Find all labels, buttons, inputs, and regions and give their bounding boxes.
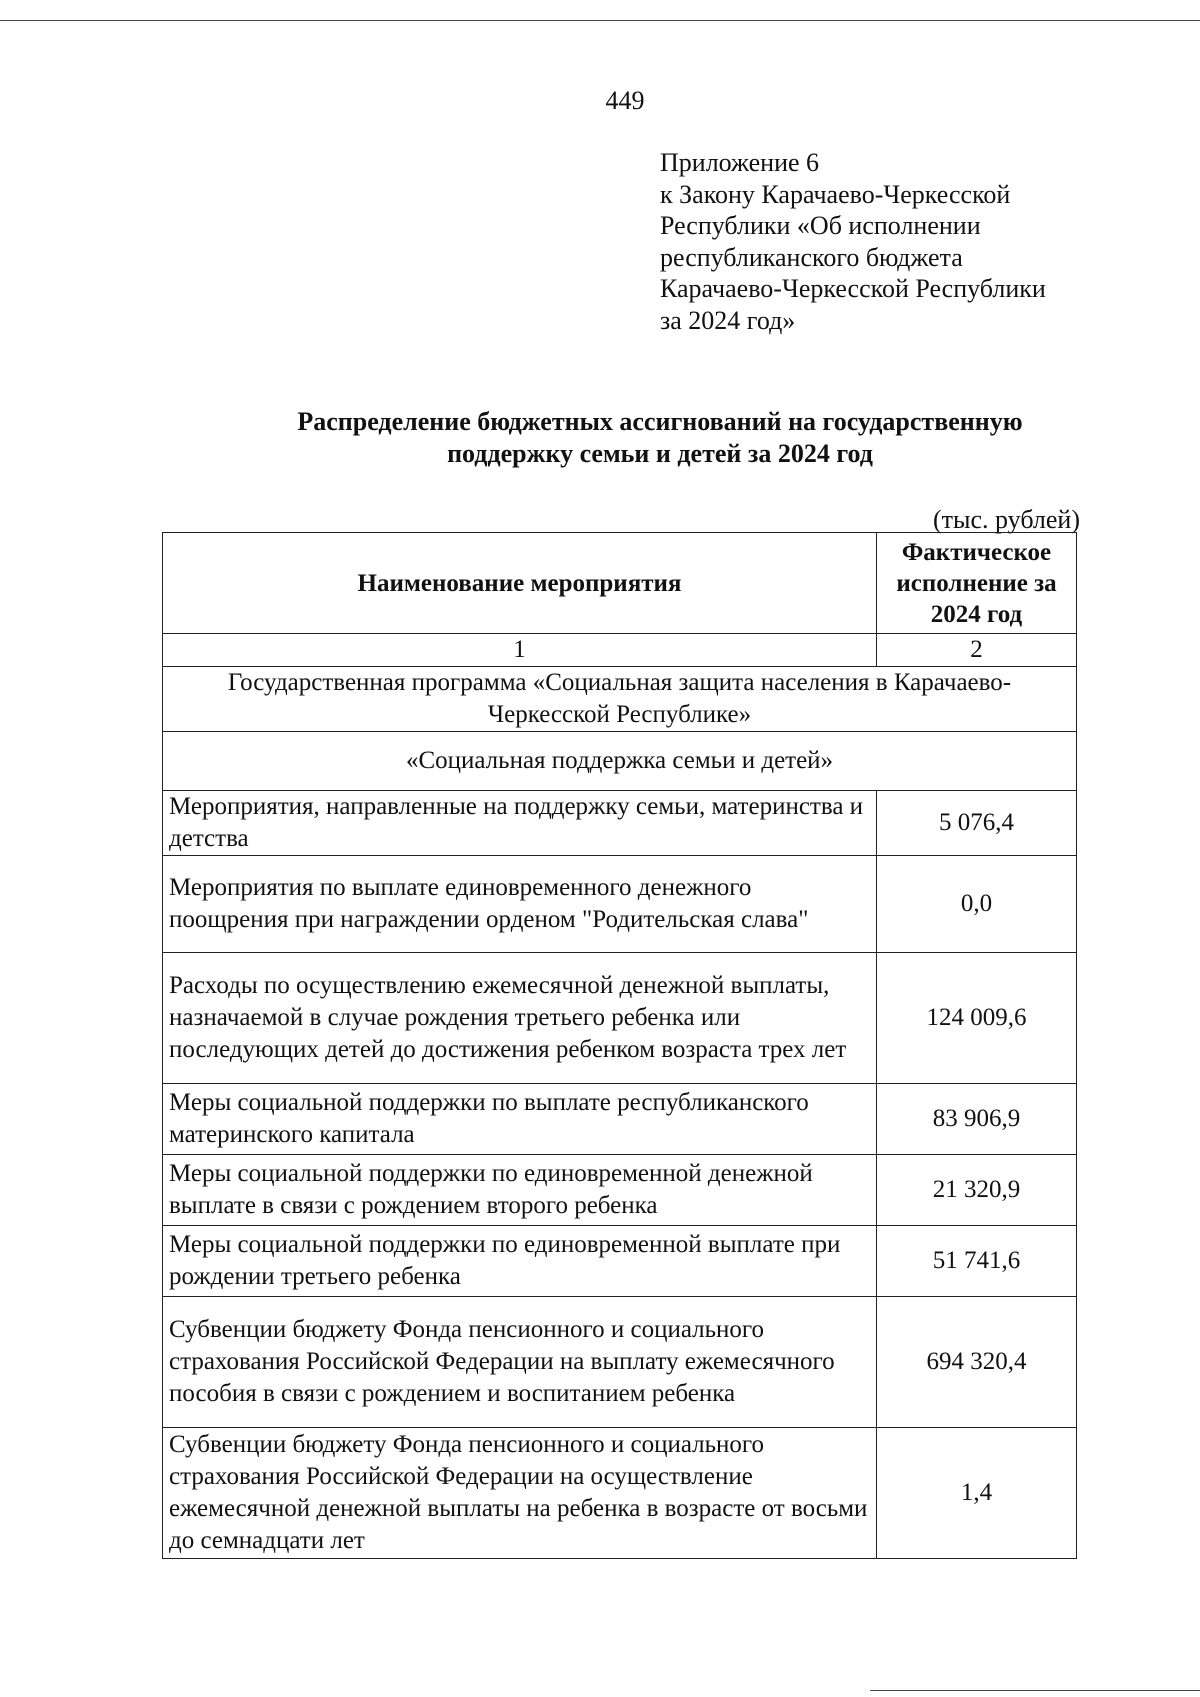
page-number: 449 xyxy=(605,86,645,115)
table-row xyxy=(163,856,1077,953)
header-name-column: Наименование мероприятия xyxy=(163,533,877,634)
table-row xyxy=(163,1155,1077,1226)
table-header-row xyxy=(163,533,1077,634)
row-name: Мероприятия, направленные на поддержку семьи, материнства и детства xyxy=(163,791,877,856)
row-value: 51 741,6 xyxy=(877,1226,1077,1297)
table-row xyxy=(163,1428,1077,1559)
table-row xyxy=(163,1297,1077,1428)
subprogram-row xyxy=(163,732,1077,791)
header-actual-column: Фактическое исполнение за 2024 год xyxy=(877,533,1077,634)
row-value: 21 320,9 xyxy=(877,1155,1077,1226)
row-name: Меры социальной поддержки по выплате республиканского материнского капитала xyxy=(163,1084,877,1155)
column-number-row xyxy=(163,634,1077,667)
row-value: 0,0 xyxy=(877,856,1077,953)
appendix-reference xyxy=(660,147,1160,336)
row-value: 83 906,9 xyxy=(877,1084,1077,1155)
table-row xyxy=(163,1084,1077,1155)
row-name: Меры социальной поддержки по единовременной выплате при рождении третьего ребенка xyxy=(163,1226,877,1297)
table-row xyxy=(163,953,1077,1084)
appendix-line: Приложение 6 xyxy=(660,148,820,177)
appendix-line: республиканского бюджета xyxy=(660,242,963,272)
appendix-line: Республики «Об исполнении xyxy=(660,211,981,240)
program-title: Государственная программа «Социальная защита населения в Карачаево-Черкесской Республике» xyxy=(163,667,1077,732)
appendix-line: Карачаево-Черкесской Республики xyxy=(660,274,1046,303)
budget-table xyxy=(162,532,1077,1559)
units-label: (тыс. рублей) xyxy=(932,505,1080,534)
row-name: Расходы по осуществлению ежемесячной денежной выплаты, назначаемой в случае рождения третьего ребенка или последующих детей до достижения ребенком возраста трех лет xyxy=(163,953,877,1084)
table-row xyxy=(163,791,1077,856)
row-value: 1,4 xyxy=(877,1428,1077,1559)
bottom-border-line xyxy=(870,1690,1200,1691)
row-name: Меры социальной поддержки по единовременной денежной выплате в связи с рождением второго ребенка xyxy=(163,1155,877,1226)
title-line: Распределение бюджетных ассигнований на государственную xyxy=(297,407,1023,436)
top-border-line xyxy=(0,20,1200,21)
row-value: 124 009,6 xyxy=(877,953,1077,1084)
table-row xyxy=(163,1226,1077,1297)
title-line: поддержку семьи и детей за 2024 год xyxy=(447,439,873,468)
subprogram-title: «Социальная поддержка семьи и детей» xyxy=(163,732,1077,791)
row-name: Мероприятия по выплате единовременного денежного поощрения при награждении орденом "Родительская слава" xyxy=(163,856,877,953)
row-name: Субвенции бюджету Фонда пенсионного и социального страхования Российской Федерации на осуществление ежемесячной денежной выплаты на ребенка в возрасте от восьми до семнадцати лет xyxy=(163,1428,877,1559)
row-value: 5 076,4 xyxy=(877,791,1077,856)
document-title xyxy=(150,406,1170,470)
row-name: Субвенции бюджету Фонда пенсионного и социального страхования Российской Федерации на выплату ежемесячного пособия в связи с рождением и воспитанием ребенка xyxy=(163,1297,877,1428)
appendix-line: к Закону Карачаево-Черкесской xyxy=(660,179,1011,209)
program-row xyxy=(163,667,1077,732)
appendix-line: за 2024 год» xyxy=(660,305,796,335)
column-number: 2 xyxy=(877,634,1077,667)
column-number: 1 xyxy=(163,634,877,667)
row-value: 694 320,4 xyxy=(877,1297,1077,1428)
